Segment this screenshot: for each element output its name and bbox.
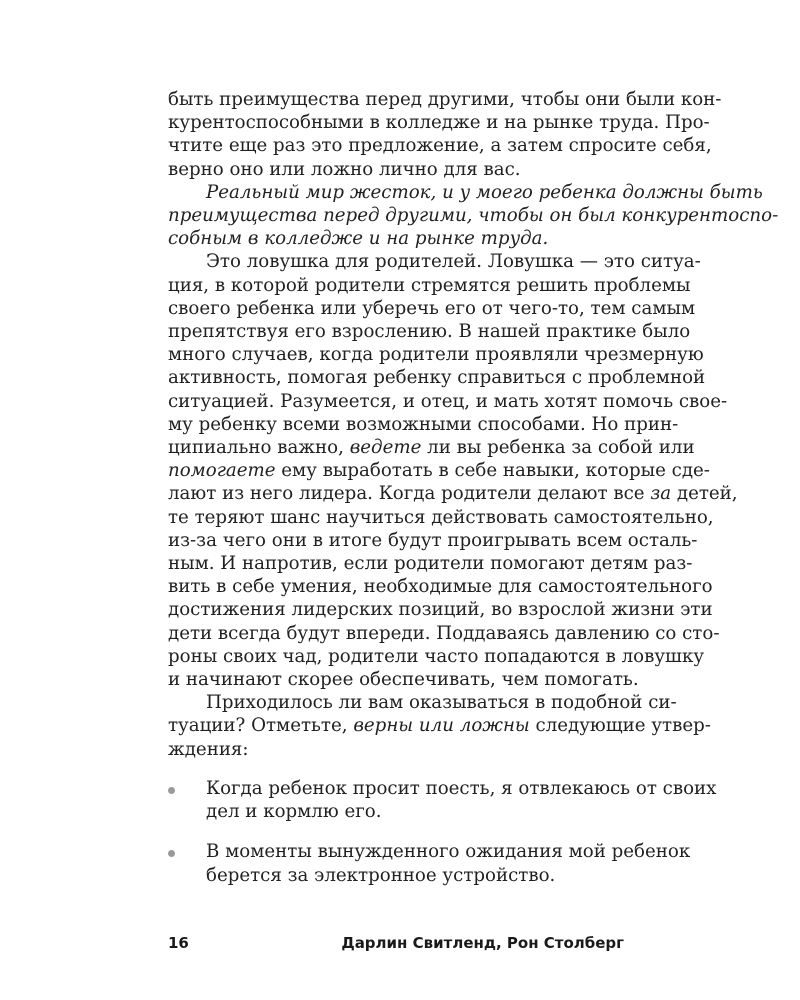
text-line: вить в себе умения, необходимые для самостоятельного <box>168 576 713 598</box>
text-line: дел и кормлю его. <box>206 801 382 823</box>
emphasis: верны <box>353 715 414 737</box>
text-line: своего ребенка или уберечь его от чего-то, тем самым <box>168 297 696 319</box>
text-fragment: лают из него лидера. Когда родители делают все <box>168 483 645 505</box>
text-line: активность, помогая ребенку справиться с проблемной <box>168 367 706 389</box>
emphasis: ложны <box>459 715 530 737</box>
text-line: В моменты вынужденного ожидания мой ребенок <box>206 841 691 863</box>
emphasis: за <box>650 483 672 505</box>
text-line: преимущества перед другими, чтобы он был конкурентоспо- <box>168 205 779 227</box>
text-line: и начинают скорее обеспечивать, чем помогать. <box>168 669 639 691</box>
text-line: дети всегда будут впереди. Поддаваясь давлению со сто- <box>168 622 720 644</box>
bullet-icon <box>168 787 175 794</box>
text-line: му ребенку всеми возможными способами. Но прин- <box>168 413 679 435</box>
text-line: препятствуя его взрослению. В нашей практике было <box>168 321 691 343</box>
text-fragment: ципиально важно, <box>168 437 344 459</box>
running-title: Дарлин Свитленд, Рон Столберг <box>341 934 624 952</box>
emphasis: ведете <box>349 437 422 459</box>
emphasis: помогаете <box>168 460 276 482</box>
text-fragment: ли вы ребенка за собой или <box>427 437 695 459</box>
text-line: быть преимущества перед другими, чтобы они были кон- <box>168 89 722 110</box>
text-line <box>168 482 738 505</box>
list-item <box>168 777 717 823</box>
page-number: 16 <box>168 934 189 952</box>
italic-statement <box>168 181 779 251</box>
text-line: роны своих чад, родители часто попадаются в ловушку <box>168 645 705 667</box>
bullet-icon <box>168 850 175 857</box>
text-line: Приходилось ли вам оказываться в подобной си- <box>206 692 677 714</box>
list-item <box>168 840 691 886</box>
text-line: Реальный мир жесток, и у моего ребенка должны быть <box>206 181 763 203</box>
statement-list <box>168 777 717 887</box>
text-line <box>168 436 695 459</box>
text-line: ситуацией. Разумеется, и отец, и мать хотят помочь свое- <box>168 390 728 412</box>
text-line: те теряют шанс научиться действовать самостоятельно, <box>168 506 714 528</box>
page-body <box>168 88 779 904</box>
text-line <box>168 714 711 737</box>
paragraph-1 <box>168 88 722 181</box>
text-line: курентоспособными в колледже и на рынке труда. Про- <box>168 112 710 134</box>
text-line: из-за чего они в итоге будут проигрывать всем осталь- <box>168 529 698 551</box>
text-fragment: детей, <box>676 483 738 505</box>
text-line: чтите еще раз это предложение, а затем спросите себя, <box>168 135 712 157</box>
paragraph-question <box>168 691 711 761</box>
text-line: ция, в которой родители стремятся решить проблемы <box>168 274 691 296</box>
text-line: собным в колледже и на рынке труда. <box>168 228 549 250</box>
text-line: ным. И напротив, если родители помогают детям раз- <box>168 553 693 575</box>
text-line: верно оно или ложно лично для вас. <box>168 158 521 180</box>
emphasis: или <box>418 715 454 737</box>
text-line: Это ловушка для родителей. Ловушка — это ситуа- <box>206 251 701 273</box>
text-line: берется за электронное устройство. <box>206 864 556 886</box>
text-fragment: туации? Отметьте, <box>168 715 348 737</box>
text-line: достижения лидерских позиций, во взрослой жизни эти <box>168 599 713 621</box>
text-line: много случаев, когда родители проявляли чрезмерную <box>168 344 704 366</box>
text-line: ждения: <box>168 738 249 760</box>
paragraph-trap <box>168 250 738 691</box>
text-line: Когда ребенок просит поесть, я отвлекаюсь от своих <box>206 777 717 799</box>
text-fragment: ему выработать в себе навыки, которые сде- <box>281 460 710 482</box>
text-line <box>168 459 710 482</box>
text-fragment: следующие утвер- <box>535 715 711 737</box>
